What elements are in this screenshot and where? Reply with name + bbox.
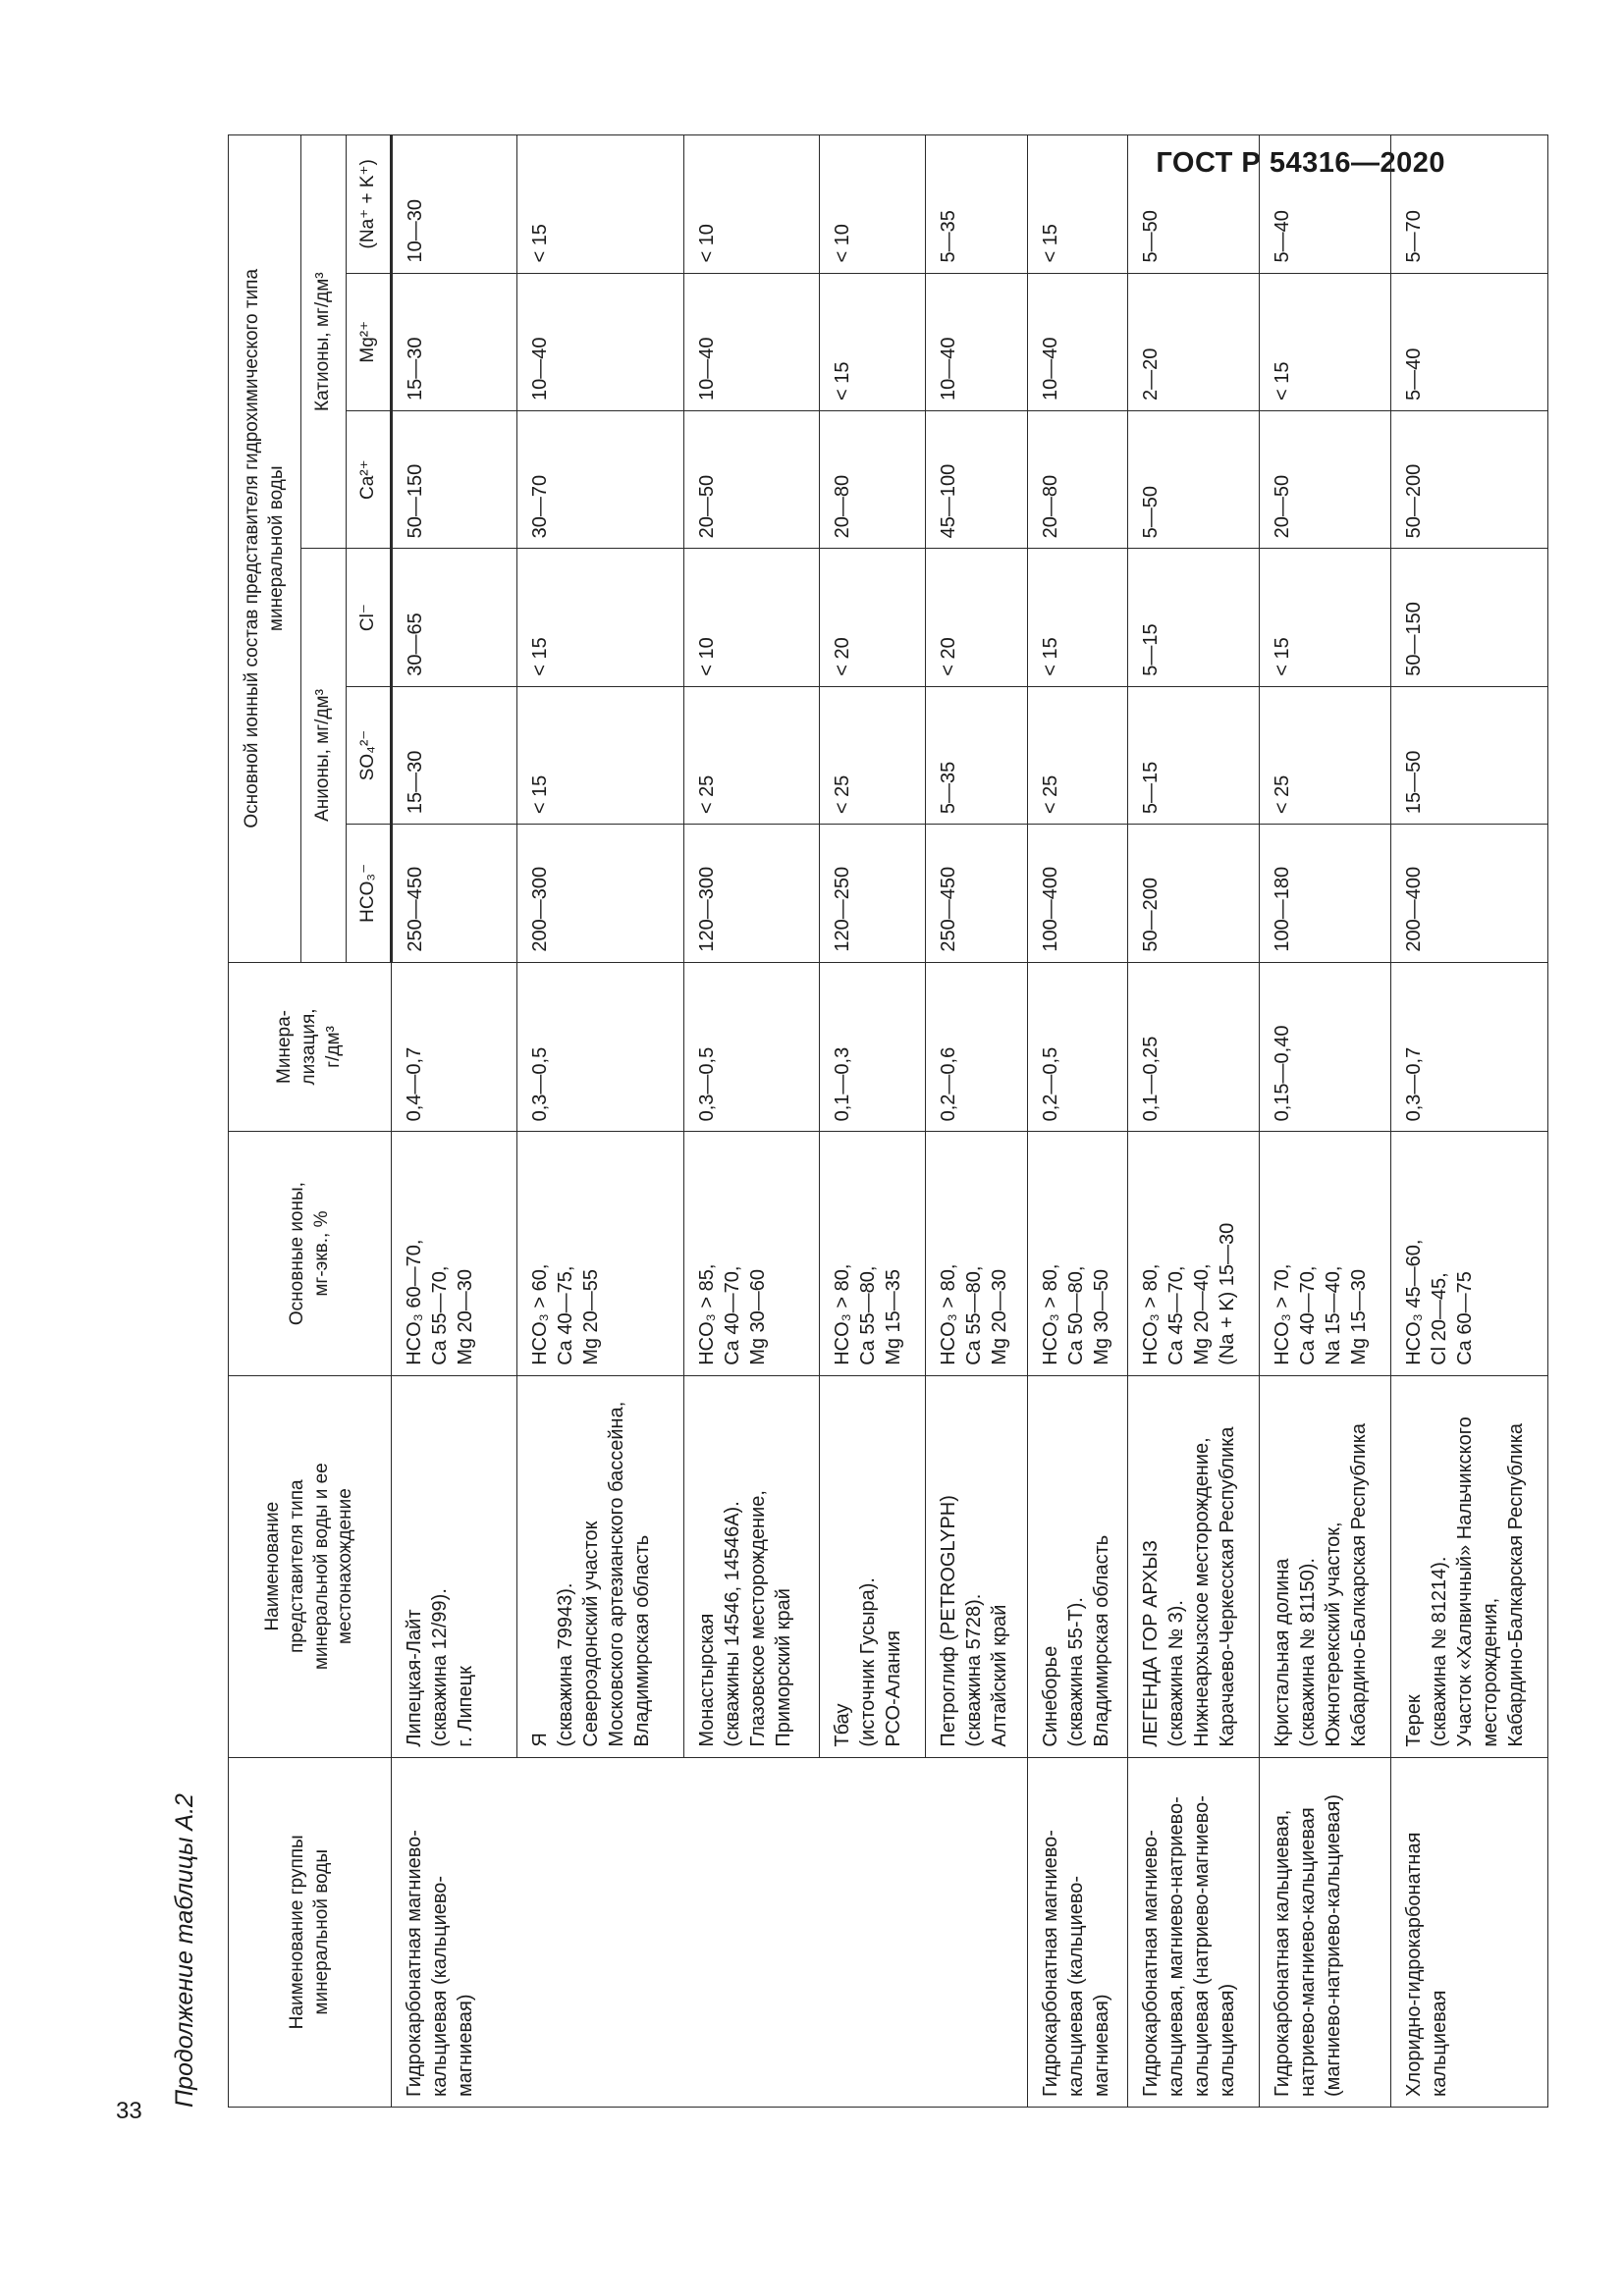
ions-cell: HCO₃ 45—60, Cl 20—45, Ca 60—75 <box>1391 1132 1548 1375</box>
group-cell: Гидрокарбонатная магниево- кальциевая, магниево-натриево- кальциевая (натриево-магниево- кальциевая) <box>1128 1757 1260 2107</box>
mg-cell: < 15 <box>820 273 926 410</box>
mineralization-cell: 0,1—0,3 <box>820 962 926 1132</box>
mg-cell: 2—20 <box>1128 273 1260 410</box>
nak-cell: < 10 <box>684 135 820 274</box>
group-cell: Гидрокарбонатная магниево- кальциевая (кальциево- магниевая) <box>1028 1757 1128 2107</box>
mg-cell: < 15 <box>1260 273 1391 410</box>
mineral-water-table <box>228 134 1548 2108</box>
representative-cell: ЛЕГЕНДА ГОР АРХЫЗ (скважина № 3). Нижнеархызское месторождение, Карачаево-Черкесская Республика <box>1128 1375 1260 1757</box>
representative-cell: Я (скважина 79943). Североэдонский участок Московского артезианского бассейна, Владимирская область <box>517 1375 684 1757</box>
cl-cell: < 15 <box>517 549 684 686</box>
representative-cell: Синеборье (скважина 55-Т). Владимирская область <box>1028 1375 1128 1757</box>
nak-cell: < 15 <box>1028 135 1128 274</box>
so4-cell: 5—35 <box>926 686 1028 824</box>
ions-cell: HCO₃ > 80, Ca 50—80, Mg 30—50 <box>1028 1132 1128 1375</box>
ca-cell: 5—50 <box>1128 410 1260 548</box>
standard-number: ГОСТ Р 54316—2020 <box>1156 147 1445 179</box>
table-row <box>1128 135 1260 2108</box>
page-number: 33 <box>116 2098 142 2124</box>
representative-cell: Тбау (источник Гусыра). РСО-Алания <box>820 1375 926 1757</box>
representative-cell: Кристальная долина (скважина № 81150). Южнотерекский участок, Кабардино-Балкарская Республика <box>1260 1375 1391 1757</box>
cl-cell: < 15 <box>1028 549 1128 686</box>
hco3-cell: 120—300 <box>684 825 820 962</box>
cl-cell: < 15 <box>1260 549 1391 686</box>
nak-cell: 5—70 <box>1391 135 1548 274</box>
mineralization-cell: 0,3—0,5 <box>517 962 684 1132</box>
ions-cell: HCO₃ > 85, Ca 40—70, Mg 30—60 <box>684 1132 820 1375</box>
mineralization-cell: 0,2—0,6 <box>926 962 1028 1132</box>
header-ion-composition: Основной ионный состав представителя гидрохимического типа минеральной воды <box>229 135 301 963</box>
hco3-cell: 250—450 <box>926 825 1028 962</box>
representative-cell: Терек (скважина № 81214). Участок «Халвичный» Нальчикского месторождения, Кабардино-Балкарская Республика <box>1391 1375 1548 1757</box>
mineralization-cell: 0,4—0,7 <box>392 962 517 1132</box>
header-mineralization: Минера- лизация, г/дм³ <box>229 962 392 1132</box>
so4-cell: < 25 <box>684 686 820 824</box>
ca-cell: 45—100 <box>926 410 1028 548</box>
header-cations: Катионы, мг/дм³ <box>301 135 347 549</box>
table-row <box>1260 135 1391 2108</box>
cl-cell: 30—65 <box>392 549 517 686</box>
ions-cell: HCO₃ > 80, Ca 55—80, Mg 15—35 <box>820 1132 926 1375</box>
header-nak: (Na⁺ + K⁺) <box>347 135 392 274</box>
so4-cell: < 15 <box>517 686 684 824</box>
ions-cell: HCO₃ > 80, Ca 55—80, Mg 20—30 <box>926 1132 1028 1375</box>
nak-cell: 5—40 <box>1260 135 1391 274</box>
header-mg: Mg²⁺ <box>347 273 392 410</box>
header-hco3: HCO₃⁻ <box>347 825 392 962</box>
group-cell: Гидрокарбонатная кальциевая, натриево-магниево-кальциевая (магниево-натриево-кальциевая) <box>1260 1757 1391 2107</box>
so4-cell: 15—50 <box>1391 686 1548 824</box>
group-cell: Хлоридно-гидрокарбонатная кальциевая <box>1391 1757 1548 2107</box>
mineralization-cell: 0,3—0,5 <box>684 962 820 1132</box>
hco3-cell: 100—400 <box>1028 825 1128 962</box>
mg-cell: 5—40 <box>1391 273 1548 410</box>
mg-cell: 10—40 <box>1028 273 1128 410</box>
ions-cell: HCO₃ > 70, Ca 40—70, Na 15—40, Mg 15—30 <box>1260 1132 1391 1375</box>
table-row <box>1028 135 1128 2108</box>
header-group-name: Наименование группы минеральной воды <box>229 1757 392 2107</box>
ca-cell: 50—150 <box>392 410 517 548</box>
ions-cell: HCO₃ 60—70, Ca 55—70, Mg 20—30 <box>392 1132 517 1375</box>
table-row <box>1391 135 1548 2108</box>
so4-cell: < 25 <box>1028 686 1128 824</box>
ca-cell: 20—50 <box>1260 410 1391 548</box>
header-cl: Cl⁻ <box>347 549 392 686</box>
nak-cell: 10—30 <box>392 135 517 274</box>
mineralization-cell: 0,3—0,7 <box>1391 962 1548 1132</box>
header-ca: Ca²⁺ <box>347 410 392 548</box>
hco3-cell: 120—250 <box>820 825 926 962</box>
ca-cell: 50—200 <box>1391 410 1548 548</box>
so4-cell: < 25 <box>1260 686 1391 824</box>
cl-cell: 50—150 <box>1391 549 1548 686</box>
representative-cell: Монастырская (скважины 14546, 14546А). Глазовское месторождение, Приморский край <box>684 1375 820 1757</box>
ions-cell: HCO₃ > 80, Ca 45—70, Mg 20—40, (Na + K) 15—30 <box>1128 1132 1260 1375</box>
mg-cell: 10—40 <box>517 273 684 410</box>
cl-cell: < 10 <box>684 549 820 686</box>
cl-cell: < 20 <box>926 549 1028 686</box>
ca-cell: 20—80 <box>1028 410 1128 548</box>
mineralization-cell: 0,2—0,5 <box>1028 962 1128 1132</box>
hco3-cell: 200—400 <box>1391 825 1548 962</box>
so4-cell: 5—15 <box>1128 686 1260 824</box>
header-so4: SO₄²⁻ <box>347 686 392 824</box>
representative-cell: Липецкая-Лайт (скважина 12/99). г. Липецк <box>392 1375 517 1757</box>
nak-cell: 5—35 <box>926 135 1028 274</box>
ca-cell: 30—70 <box>517 410 684 548</box>
ca-cell: 20—50 <box>684 410 820 548</box>
hco3-cell: 50—200 <box>1128 825 1260 962</box>
header-representative: Наименование представителя типа минеральной воды и ее местонахождение <box>229 1375 392 1757</box>
table-row <box>392 135 517 2108</box>
hco3-cell: 200—300 <box>517 825 684 962</box>
header-anions: Анионы, мг/дм³ <box>301 549 347 962</box>
mineralization-cell: 0,15—0,40 <box>1260 962 1391 1132</box>
mg-cell: 10—40 <box>684 273 820 410</box>
mg-cell: 15—30 <box>392 273 517 410</box>
mineralization-cell: 0,1—0,25 <box>1128 962 1260 1132</box>
so4-cell: < 25 <box>820 686 926 824</box>
representative-cell: Петроглиф (PETROGLYPH) (скважина 5728). Алтайский край <box>926 1375 1028 1757</box>
table-caption: Продолжение таблицы А.2 <box>171 1793 198 2108</box>
rotated-table-region <box>155 134 1527 2108</box>
cl-cell: 5—15 <box>1128 549 1260 686</box>
mg-cell: 10—40 <box>926 273 1028 410</box>
ca-cell: 20—80 <box>820 410 926 548</box>
ions-cell: HCO₃ > 60, Ca 40—75, Mg 20—55 <box>517 1132 684 1375</box>
header-main-ions: Основные ионы, мг-экв., % <box>229 1132 392 1375</box>
hco3-cell: 100—180 <box>1260 825 1391 962</box>
nak-cell: < 15 <box>517 135 684 274</box>
so4-cell: 15—30 <box>392 686 517 824</box>
hco3-cell: 250—450 <box>392 825 517 962</box>
nak-cell: 5—50 <box>1128 135 1260 274</box>
cl-cell: < 20 <box>820 549 926 686</box>
nak-cell: < 10 <box>820 135 926 274</box>
group-cell: Гидрокарбонатная магниево- кальциевая (кальциево- магниевая) <box>392 1757 1028 2107</box>
